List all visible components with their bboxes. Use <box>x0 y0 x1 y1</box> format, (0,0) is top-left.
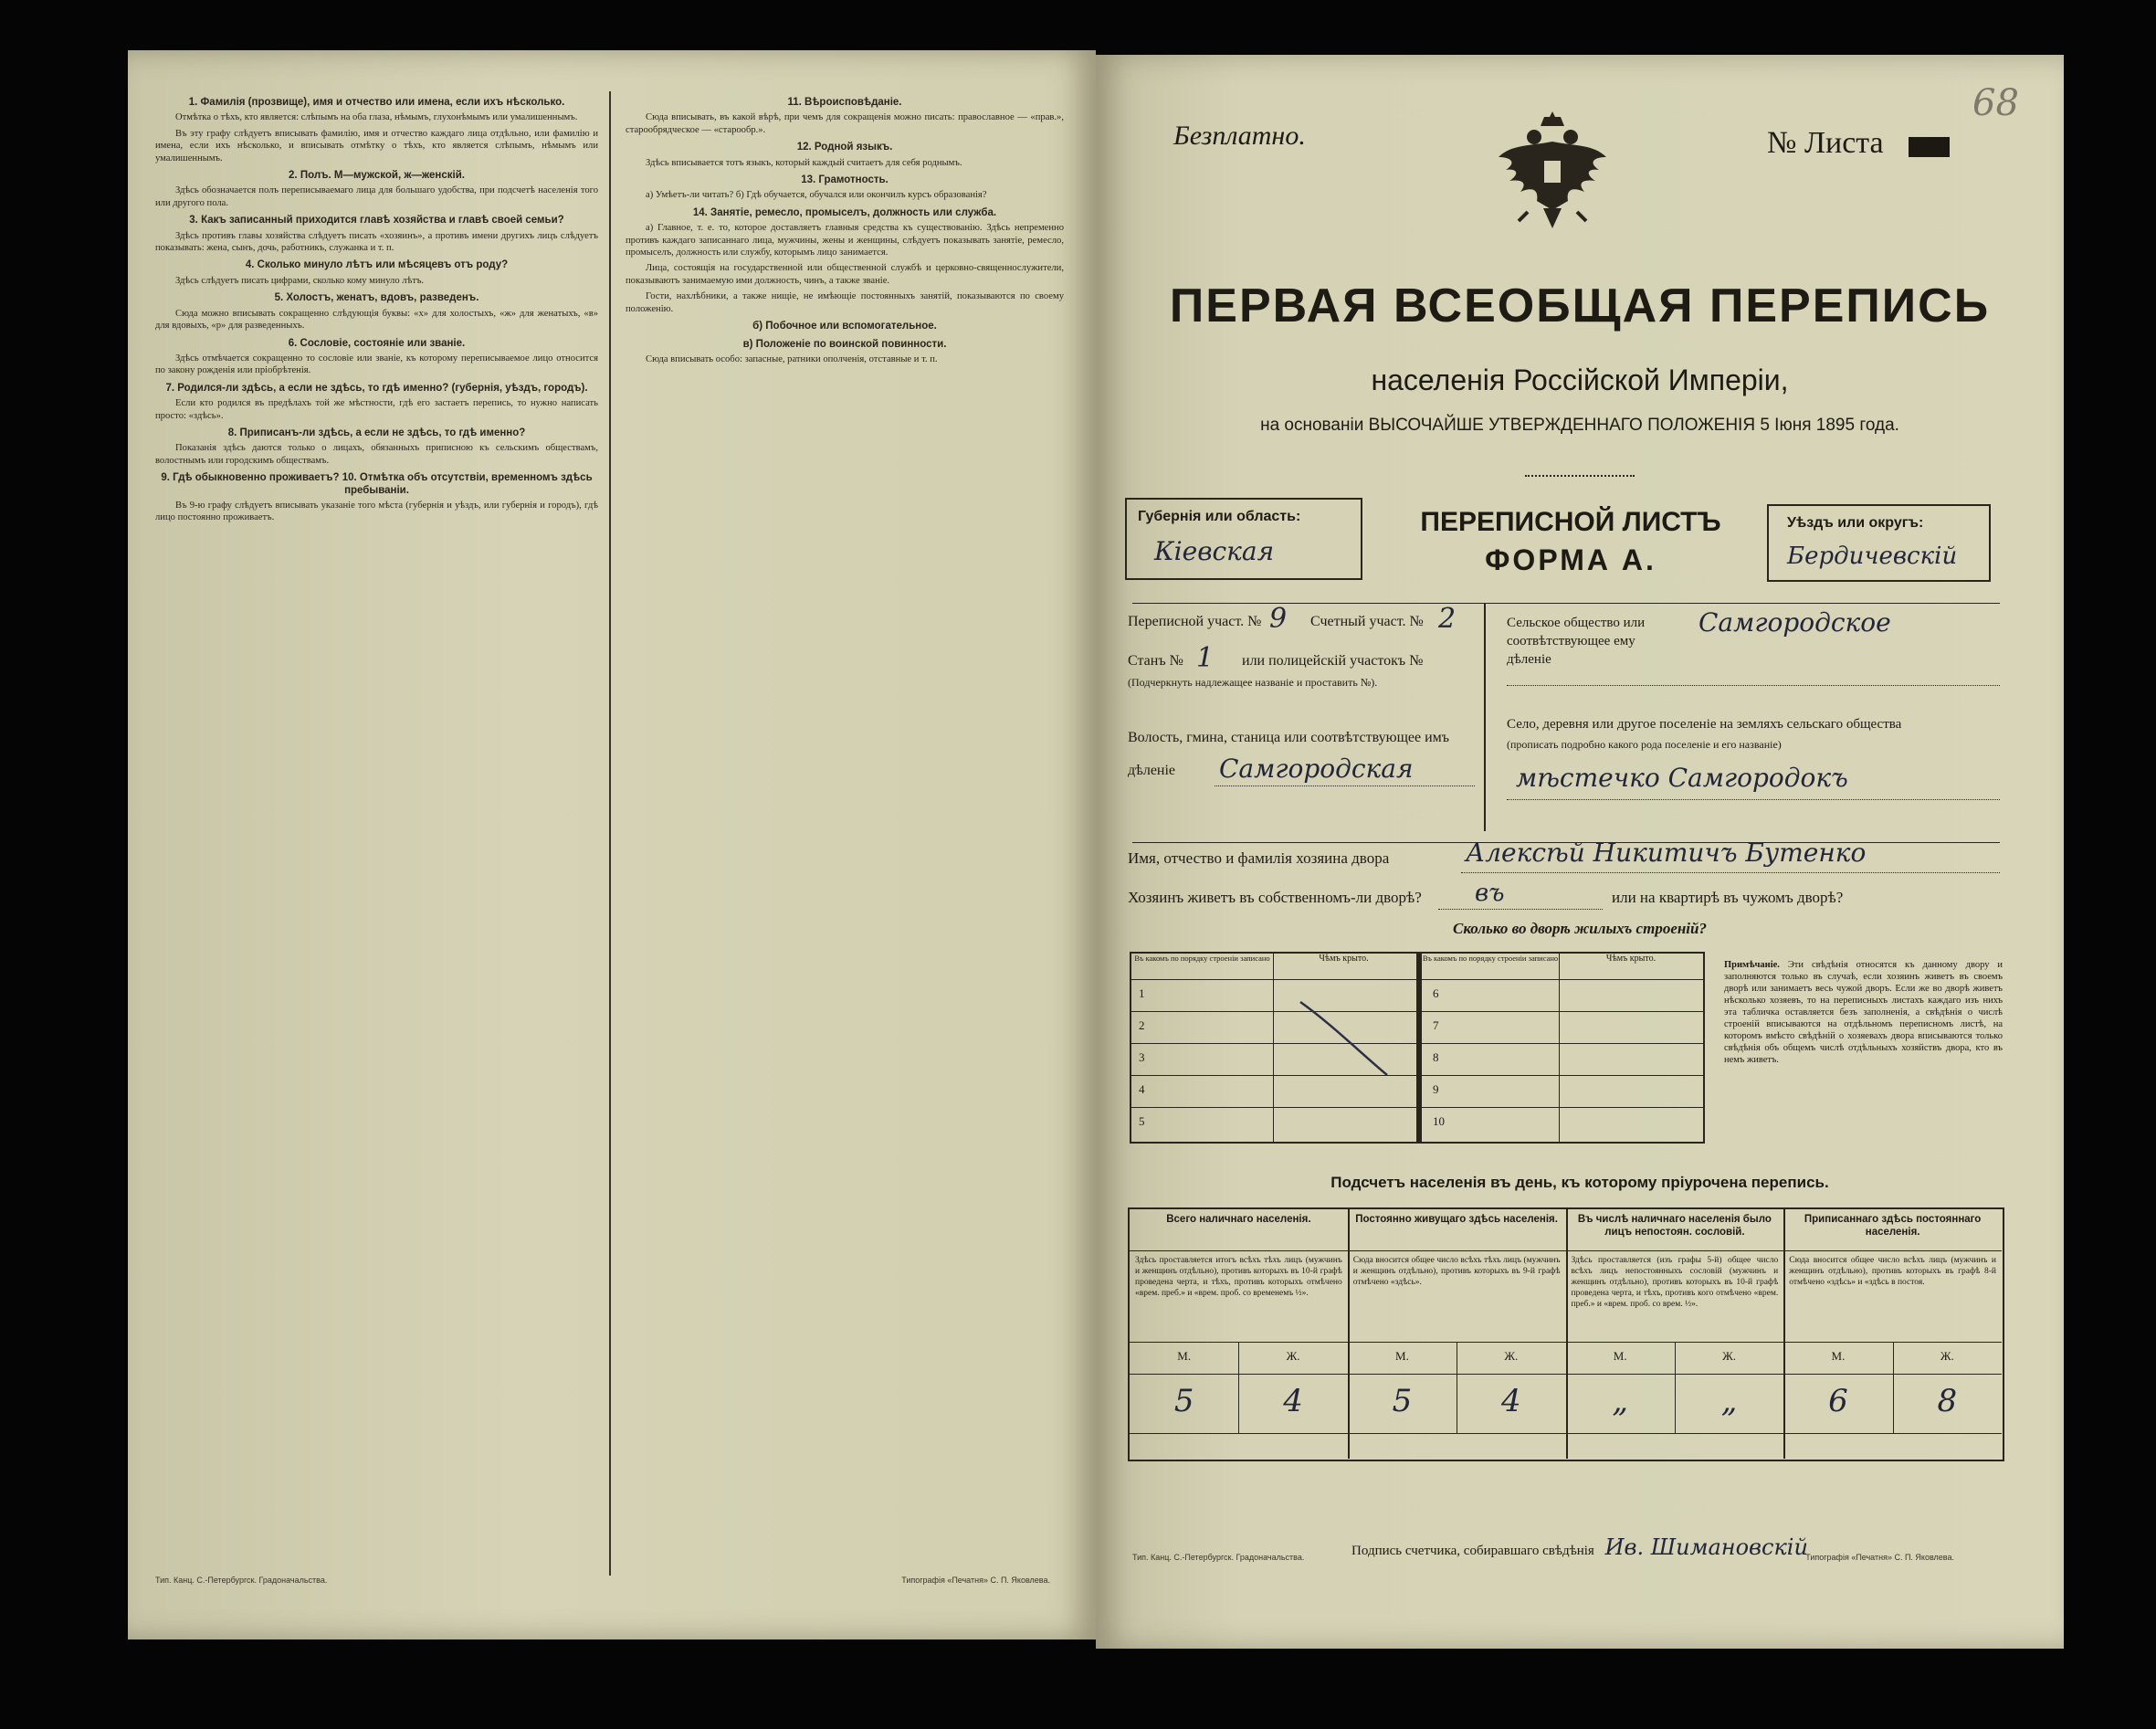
buildings-row-rule <box>1131 1107 1703 1108</box>
location-divider <box>1484 603 1486 831</box>
tally-description: Здѣсь проставляется итогъ всѣхъ тѣхъ лицъ (мужчинъ и женщинъ отдѣльно), противъ которыхъ въ 10-й графѣ проведена черта, и тѣхъ, противъ которыхъ отмѣчено «врем. преб.» и «врем. проб. со временемъ ½». <box>1135 1256 1342 1298</box>
sheet-pencil-mark: 68 <box>1972 82 2019 124</box>
instruction-text: Здѣсь противъ главы хозяйства слѣдуетъ писать «хозяинъ», а противъ имени другихъ лицъ слѣдуетъ показывать: жена, сынъ, дочь, работникъ, служанка и т. п. <box>155 230 598 254</box>
province-value[interactable]: Кіевская <box>1154 536 1275 566</box>
sheet-number-redaction <box>1909 137 1950 157</box>
instruction-text: Сюда можно вписывать сокращенно слѣдующія буквы: «х» для холостыхъ, «ж» для женатыхъ, «в» для вдовыхъ, «р» для разведенныхъ. <box>155 308 598 332</box>
buildings-table <box>1130 952 1705 1144</box>
buildings-row-number: 7 <box>1433 1018 1439 1032</box>
tally-value[interactable]: 8 <box>1937 1383 1958 1419</box>
volost-line <box>1215 785 1475 786</box>
buildings-row-number: 5 <box>1139 1114 1145 1128</box>
buildings-row-number: 9 <box>1433 1082 1439 1096</box>
signature-value[interactable]: Ив. Шимановскій <box>1604 1534 1808 1560</box>
right-page-census-form <box>1096 55 2064 1649</box>
double-headed-eagle-icon <box>1493 110 1612 237</box>
imprint-right: Типографія «Печатня» С. П. Яковлева. <box>901 1576 1050 1585</box>
census-area-label: Переписной участ. № <box>1128 614 1262 629</box>
tally-sex-label: Ж. <box>1504 1349 1519 1363</box>
tally-sex-label: Ж. <box>1722 1349 1737 1363</box>
form-subtitle: ФОРМА А. <box>1485 543 1656 576</box>
tally-col-divider <box>1566 1209 1568 1459</box>
volost-label: Волость, гмина, станица или соотвѣтствующее имъ дѣленіе <box>1128 730 1450 778</box>
buildings-header-roof-left: Чѣмъ крыто. <box>1319 954 1369 964</box>
tally-value[interactable]: 5 <box>1392 1383 1413 1419</box>
buildings-header-which-left: Въ какомъ по порядку строеніи записано <box>1134 954 1270 963</box>
lives-own-value[interactable]: въ <box>1475 880 1505 907</box>
lives-rent-label: или на квартирѣ въ чужомъ дворѣ? <box>1612 889 1844 906</box>
tally-sex-label: М. <box>1177 1349 1192 1363</box>
instruction-heading: 3. Какъ записанный приходится главѣ хозяйства и главѣ своей семьи? <box>189 215 564 227</box>
volost-value[interactable]: Самгородская <box>1219 754 1414 784</box>
count-area-label: Счетный участ. № <box>1310 614 1424 629</box>
buildings-label: Сколько во дворѣ жилыхъ строеній? <box>1453 920 1707 937</box>
police-label: или полицейскій участокъ № <box>1242 653 1424 669</box>
district-value[interactable]: Бердичевскій <box>1787 543 1958 570</box>
society-label: Сельское общество или соотвѣтствующее ему дѣленіе <box>1507 616 1646 667</box>
buildings-header-roof-right: Чѣмъ крыто. <box>1605 954 1656 964</box>
instruction-heading: 4. Сколько минуло лѣтъ или мѣсяцевъ отъ роду? <box>245 259 509 271</box>
tally-sex-label: М. <box>1613 1349 1627 1363</box>
tally-value[interactable]: 6 <box>1828 1383 1848 1419</box>
census-title: ПЕРВАЯ ВСЕОБЩАЯ ПЕРЕПИСЬ <box>1169 279 1991 332</box>
society-value[interactable]: Самгородское <box>1699 607 1891 638</box>
tally-sex-label: М. <box>1831 1349 1846 1363</box>
camp-note: (Подчеркнуть надлежащее названіе и проставить №). <box>1128 676 1378 689</box>
sheet-number-label: № Листа <box>1767 126 1884 160</box>
buildings-row-number: 10 <box>1433 1114 1445 1128</box>
instruction-heading: 12. Родной языкъ. <box>796 142 893 153</box>
owner-line <box>1461 872 2000 873</box>
instruction-text: Здѣсь обозначается полъ переписываемаго лица для большаго удобства, при подсчетѣ населенія того или другого пола. <box>155 185 598 208</box>
instruction-heading: б) Побочное или вспомогательное. <box>752 321 937 332</box>
buildings-row-rule <box>1131 1011 1703 1012</box>
buildings-row-number: 3 <box>1139 1050 1145 1064</box>
buildings-col-line-1 <box>1273 954 1274 1142</box>
tally-table <box>1128 1207 2004 1461</box>
buildings-row-rule <box>1131 1075 1703 1076</box>
tally-description: Сюда вносится общее число всѣхъ тѣхъ лицъ (мужчинъ и женщинъ отдѣльно), противъ которыхъ въ 9-й графѣ отмѣчено «здѣсь». <box>1352 1256 1561 1287</box>
tally-value[interactable]: 5 <box>1173 1383 1194 1419</box>
province-box <box>1125 498 1362 580</box>
owner-label: Имя, отчество и фамилія хозяина двора <box>1128 849 1390 867</box>
instruction-text: Отмѣтка о тѣхъ, кто является: слѣпымъ на оба глаза, нѣмымъ, глухонѣмымъ или умалишеннымъ. <box>175 112 578 123</box>
instruction-text: Сюда вписывать особо: запасные, ратники ополченія, отставные и т. п. <box>646 353 938 364</box>
instructions-column-b <box>626 91 1064 1576</box>
tally-description: Сюда вносится общее число всѣхъ лицъ (мужчинъ и женщинъ отдѣльно), противъ которыхъ въ графѣ 8-й отмѣчено «здѣсь» и «здѣсь в постоя. <box>1789 1256 1996 1287</box>
village-note: (прописать подробно какого рода поселеніе и его названіе) <box>1507 738 1782 751</box>
instruction-text: а) Главное, т. е. то, которое доставляетъ главныя средства къ существованію. Здѣсь непременно противъ каждаго записаннаго лица, мужчины, жены и женщины, слѣдуетъ показывать занятіе, ремесло, промыселъ, должность или службу, которымъ лицо занимается. <box>626 223 1064 258</box>
instruction-text: Лица, состоящія на государственной или общественной службѣ и церковно-священнослужители, показываютъ занимаемую ими должность, чинъ, а также званіе. <box>626 263 1064 286</box>
district-box <box>1767 504 1991 582</box>
village-line <box>1507 799 2000 800</box>
tally-header: Въ числѣ наличнаго населенія было лицъ непостоян. сословій. <box>1577 1214 1772 1238</box>
tally-value[interactable]: „ <box>1612 1383 1628 1419</box>
census-area-value[interactable]: 9 <box>1269 603 1288 635</box>
imprint-left: Тип. Канц. С.-Петербургск. Градоначальства. <box>155 1576 328 1585</box>
form-title: ПЕРЕПИСНОЙ ЛИСТЪ <box>1420 507 1721 537</box>
instruction-text: а) Умѣетъ-ли читать? б) Гдѣ обучается, обучался или окончилъ курсъ образованія? <box>646 190 987 201</box>
tally-sex-label: Ж. <box>1286 1349 1300 1363</box>
buildings-col-divider <box>1416 954 1422 1142</box>
tally-value[interactable]: 4 <box>1283 1383 1303 1419</box>
tally-description: Здѣсь проставляется (изъ графы 5-й) общее число всѣхъ лицъ непостоянныхъ сословій (мужчинъ и женщинъ отдѣльно), противъ которыхъ въ 10-й графѣ проведена черта, и тѣхъ, противъ кого отмѣчено «врем. преб.» и «врем. проб. со врем. ½». <box>1571 1256 1779 1309</box>
buildings-col-line-2 <box>1559 954 1560 1142</box>
instruction-heading: 6. Сословіе, состояніе или званіе. <box>288 337 466 349</box>
free-label: Безплатно. <box>1173 121 1306 151</box>
buildings-row-number: 1 <box>1139 986 1145 1000</box>
lives-own-label: Хозяинъ живетъ въ собственномъ-ли дворѣ? <box>1128 889 1422 906</box>
instruction-heading: 2. Полъ. М—мужской, ж—женскій. <box>289 170 465 182</box>
instruction-text: Сюда вписывать, въ какой вѣрѣ, при чемъ для сокращенія можно писать: православное — «прав.», старообрядческое — «старообр.». <box>626 112 1064 135</box>
tally-header: Всего наличнаго населенія. <box>1166 1214 1311 1225</box>
tally-sex-label: Ж. <box>1940 1349 1954 1363</box>
instruction-text: Показанія здѣсь даются только о лицахъ, обязанныхъ приписною къ сельскимъ обществамъ, волостнымъ или городскимъ обществамъ. <box>155 443 598 466</box>
instruction-heading: 13. Грамотность. <box>801 174 889 186</box>
instruction-text: Гости, нахлѣбники, а также нищіе, не имѣющіе постоянныхъ занятій, показываются по своему положенію. <box>626 291 1064 314</box>
buildings-row-number: 4 <box>1139 1082 1145 1096</box>
buildings-row-number: 2 <box>1139 1018 1145 1032</box>
tally-value[interactable]: 4 <box>1500 1383 1521 1419</box>
instruction-heading: 9. Гдѣ обыкновенно проживаетъ? 10. Отмѣтка объ отсутствіи, временномъ здѣсь пребываніи. <box>161 472 593 496</box>
instruction-text: Въ 9-ю графу слѣдуетъ вписывать указаніе того мѣста (губернія и уѣздъ, или губернія и городъ), гдѣ лицо постоянно проживаетъ. <box>155 500 598 523</box>
tally-title: Подсчетъ населенія въ день, къ которому пріурочена перепись. <box>1330 1174 1829 1191</box>
buildings-row-rule <box>1131 1043 1703 1044</box>
instruction-heading: 7. Родился-ли здѣсь, а если не здѣсь, то гдѣ именно? (губернія, уѣздъ, городъ). <box>165 382 588 394</box>
note-text: Эти свѣдѣнія относятся къ данному двору и заполняются только въ случаѣ, если хозяинъ живетъ въ своемъ дворѣ или занимаетъ весь чужой дворъ. Если же во дворѣ живетъ нѣсколько хозяевъ, то на переписныхъ листахъ каждаго изъ нихъ эта табличка оставляется безъ заполненія, а свѣдѣнія о числѣ строеній вписываются на отдѣльномъ переписномъ листѣ, на которомъ вмѣсто свѣдѣній о хозяевахъ двора вписываются только свѣдѣнія объ общемъ числѣ отдѣльныхъ хозяйствъ двора, кто въ немъ живетъ. <box>1724 960 2004 1065</box>
instructions-column-a <box>155 91 598 1576</box>
tally-value[interactable]: „ <box>1720 1383 1738 1419</box>
count-area-value[interactable]: 2 <box>1438 603 1457 635</box>
instruction-text: Въ эту графу слѣдуетъ вписывать фамилію, имя и отчество каждаго лица отдѣльно, или фамилію и имена, если ихъ нѣсколько, и вписывать отмѣтку о тѣхъ, кто является слѣпымъ, нѣмымъ или умалишеннымъ. <box>155 128 598 163</box>
camp-value[interactable]: 1 <box>1196 642 1215 674</box>
note-label: Примѣчаніе. <box>1724 960 1780 970</box>
instruction-heading: в) Положеніе по воинской повинности. <box>742 338 947 350</box>
instruction-text: Здѣсь отмѣчается сокращенно то сословіе или званіе, къ которому переписываемое лицо относится по закону рожденія или пріобрѣтенія. <box>155 353 598 376</box>
tally-header: Приписаннаго здѣсь постояннаго населенія. <box>1804 1214 1982 1238</box>
province-label: Губернія или область: <box>1138 509 1301 524</box>
instruction-heading: 11. Вѣроисповѣданіе. <box>787 97 902 108</box>
tally-sex-label: М. <box>1395 1349 1409 1363</box>
buildings-row-number: 8 <box>1433 1050 1439 1064</box>
district-label: Уѣздъ или округъ: <box>1787 515 1924 531</box>
signature-label: Подпись счетчика, собиравшаго свѣдѣнія <box>1351 1544 1594 1558</box>
lives-own-line <box>1438 909 1603 910</box>
camp-label: Станъ № <box>1128 653 1183 669</box>
instruction-text: Здѣсь слѣдуетъ писать цифрами, сколько кому минуло лѣтъ. <box>175 275 425 286</box>
left-page-instructions <box>128 50 1096 1639</box>
title-ornament-divider <box>1525 475 1635 477</box>
census-basis: на основаніи ВЫСОЧАЙШЕ УТВЕРЖДЕННАГО ПОЛОЖЕНІЯ 5 Іюня 1895 года. <box>1260 416 1899 435</box>
buildings-row-number: 6 <box>1433 986 1439 1000</box>
instruction-heading: 14. Занятіе, ремесло, промыселъ, должность или служба. <box>692 206 997 218</box>
imprint-left: Тип. Канц. С.-Петербургск. Градоначальства. <box>1132 1553 1305 1562</box>
instruction-heading: 8. Приписанъ-ли здѣсь, а если не здѣсь, то гдѣ именно? <box>227 427 526 438</box>
buildings-note <box>1724 959 2003 1066</box>
instruction-heading: 5. Холостъ, женатъ, вдовъ, разведенъ. <box>274 292 479 304</box>
instruction-heading: 1. Фамилія (прозвище), имя и отчество или имена, если ихъ нѣсколько. <box>188 97 565 108</box>
header-rule <box>1132 603 2000 604</box>
tally-col-divider <box>1348 1209 1350 1459</box>
buildings-pen-stroke <box>1296 997 1396 1080</box>
census-subtitle: населенія Россійской Имперіи, <box>1371 364 1789 396</box>
buildings-header-which-right: Въ какомъ по порядку строеніи записано <box>1422 954 1559 963</box>
owner-value[interactable]: Алексѣй Никитичъ Бутенко <box>1466 838 1867 868</box>
tally-col-divider <box>1783 1209 1785 1459</box>
tally-header: Постоянно живущаго здѣсь населенія. <box>1355 1214 1558 1225</box>
instruction-text: Если кто родился въ предѣлахъ той же мѣстности, гдѣ его застаетъ перепись, то нужно написать просто: «здѣсь». <box>155 398 598 421</box>
society-line <box>1507 685 2000 686</box>
village-label: Село, деревня или другое поселеніе на земляхъ сельскаго общества <box>1507 717 1902 732</box>
imprint-right: Типографія «Печатня» С. П. Яковлева. <box>1805 1553 1954 1562</box>
village-value[interactable]: мѣстечко Самгородокъ <box>1516 763 1848 793</box>
instruction-text: Здѣсь вписывается тотъ языкъ, который каждый считаетъ для себя роднымъ. <box>646 157 962 168</box>
column-divider <box>609 91 611 1576</box>
